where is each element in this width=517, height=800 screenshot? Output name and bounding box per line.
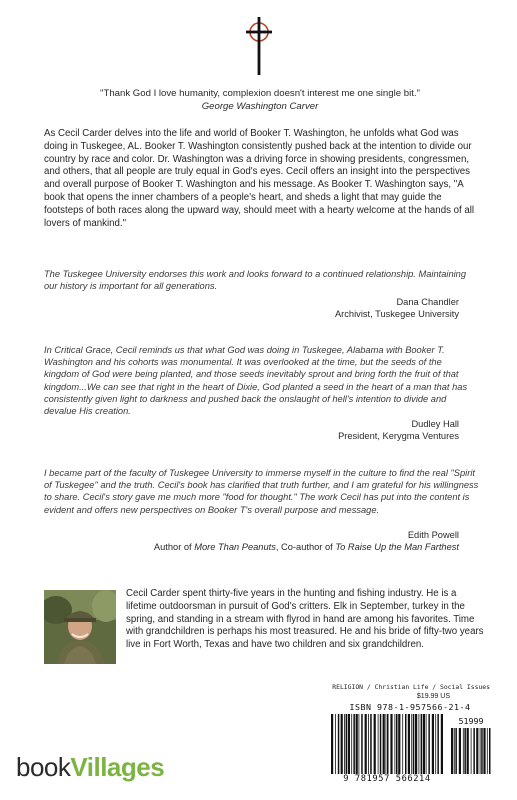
endorsement-signature xyxy=(154,529,459,554)
barcode-bar xyxy=(476,728,478,774)
barcode-bar xyxy=(455,728,457,774)
barcode-bar xyxy=(463,728,464,774)
barcode-bar xyxy=(348,714,350,774)
barcode-bar xyxy=(374,714,376,774)
barcode-bar xyxy=(396,714,398,774)
endorser-name: Edith Powell xyxy=(407,530,459,540)
barcode-bar xyxy=(471,728,472,774)
publisher-logo-part1: book xyxy=(16,752,71,782)
barcode-bar xyxy=(413,714,415,774)
endorser-name: Dudley Hall xyxy=(411,419,459,429)
barcode-bar xyxy=(370,714,372,774)
barcode-bar xyxy=(359,714,360,774)
endorser-title: Archivist, Tuskegee University xyxy=(334,309,459,320)
barcode-bar xyxy=(441,714,443,774)
addon-barcode-bars xyxy=(451,728,491,774)
barcode-bar xyxy=(386,714,387,774)
barcode-bar xyxy=(454,728,455,774)
barcode-bar xyxy=(344,714,345,774)
epigraph xyxy=(30,88,490,113)
barcode-bar xyxy=(378,714,379,774)
barcode-bar xyxy=(338,714,340,774)
author-photo xyxy=(44,590,116,664)
book-description: As Cecil Carder delves into the life and world of Booker T. Washington, he unfolds what God was doing in Tuskegee, AL. Booker T. Washington consistently pushed back at the intention to divide our country by race and color. Dr. Washington was a driving force in showing presidents, congressmen, and others, that all people are truly equal in God's eyes. Cecil offers an insight into the perspectives and overall purpose of Booker T. Washington and his message. As Booker T. Washington says, "A book that opens the inner chambers of a people's heart, and sheds a light that may guide the footsteps of both races along the upward way, should meet with a hearty welcome at the hands of all lovers of mankind." xyxy=(44,128,475,229)
barcode-bar xyxy=(421,714,423,774)
barcode-bar xyxy=(408,714,410,774)
isbn-number: ISBN 978-1-957566-21-4 xyxy=(349,702,471,712)
barcode-bar xyxy=(356,714,358,774)
endorser-title: President, Kerygma Ventures xyxy=(338,431,459,442)
barcode-bar xyxy=(411,714,412,774)
barcode-bar xyxy=(481,728,483,774)
barcode-bar xyxy=(435,714,436,774)
barcode-bar xyxy=(405,714,407,774)
epigraph-author: George Washington Carver xyxy=(201,100,319,112)
endorsement-text: In Critical Grace, Cecil reminds us that what God was doing in Tuskegee, Alabama with Booker T. Washington and his cohorts was monumental. It was overlooked at the time, but the seeds of the kingdom of God were being planted, and those seeds inevitably sprout and bring forth the fruit of that kingdom...We can see that right in the heart of Dixie, God planted a seed in the heart of a man that has consistently given light to darkness and pushed back the onslaught of hell's intention to divide and devalue His creation. xyxy=(44,345,468,417)
barcode-bar xyxy=(419,714,420,774)
ean-barcode-bars xyxy=(331,714,445,774)
barcode-bar xyxy=(437,714,439,774)
endorser-name: Dana Chandler xyxy=(396,297,459,307)
title-mid: , Co-author of xyxy=(275,542,336,553)
endorsement-text: The Tuskegee University endorses this work and looks forward to a continued relationship. Maintaining our history is important for all generations. xyxy=(44,269,467,292)
barcode-bar xyxy=(353,714,355,774)
isbn-barcode xyxy=(325,702,495,788)
barcode-bar xyxy=(432,714,434,774)
book-title: To Raise Up the Man Farthest xyxy=(335,542,459,553)
barcode-bar xyxy=(346,714,348,774)
endorsement-signature xyxy=(338,418,459,443)
barcode-bar xyxy=(423,714,425,774)
barcode-bar xyxy=(368,714,369,774)
publisher-logo xyxy=(16,752,164,786)
barcode-bar xyxy=(402,714,403,774)
barcode-bar xyxy=(428,714,430,774)
barcode-bar xyxy=(361,714,363,774)
barcode-bar xyxy=(351,714,352,774)
barcode-bar xyxy=(480,728,481,774)
barcode-bar xyxy=(483,728,485,774)
barcode-bar xyxy=(467,728,469,774)
barcode-bar xyxy=(395,714,396,774)
barcode-bar xyxy=(464,728,466,774)
book-title: More Than Peanuts xyxy=(194,542,276,553)
barcode-bar xyxy=(390,714,392,774)
barcode-bar xyxy=(426,714,427,774)
barcode-bar xyxy=(459,728,461,774)
barcode-bar xyxy=(383,714,385,774)
price-addon-number: 51999 xyxy=(458,716,484,726)
title-prefix: Author of xyxy=(153,542,195,553)
barcode-bar xyxy=(487,728,488,774)
barcode-bar xyxy=(398,714,400,774)
barcode-bar xyxy=(387,714,389,774)
author-bio: Cecil Carder spent thirty-five years in the hunting and fishing industry. He is a lifetime outdoorsman in pursuit of God's critters. Elk in September, turkey in the spring, and standing in a stream with flyrod in hand are among his favorites. Time with grandchildren is perhaps his most treasured. He and his bride of fifty-two years live in Fort Worth, Texas and have two children and six grandchildren. xyxy=(126,588,484,651)
ean-number: 9 781957 566214 xyxy=(343,774,431,784)
barcode-bar xyxy=(341,714,343,774)
epigraph-text: "Thank God I love humanity, complexion doesn't interest me one single bit." xyxy=(100,88,420,99)
price-label: $19.99 US xyxy=(416,693,450,700)
publisher-logo-part2: Villages xyxy=(70,752,165,782)
endorsement-text: I became part of the faculty of Tuskegee University to immerse myself in the culture to find the real "Spirit of Tuskegee" and the truth. Cecil's book has clarified that truth further, and I am grateful for his willingness to share. Cecil's story gave me much more "food for thought." The work Cecil has put into the content is evident and offers new perspectives on Booker T's overall purpose and message. xyxy=(44,468,479,515)
bisac-category: RELIGION / Christian Life / Social Issues xyxy=(332,683,490,691)
endorsement-signature xyxy=(335,296,459,321)
barcode-bar xyxy=(415,714,417,774)
endorser-title xyxy=(154,541,459,553)
barcode-bar xyxy=(380,714,382,774)
cross-emblem-icon xyxy=(243,16,275,76)
barcode-bar xyxy=(331,714,333,774)
barcode-bar xyxy=(335,714,336,774)
barcode-bar xyxy=(473,728,475,774)
barcode-bar xyxy=(489,728,491,774)
barcode-bar xyxy=(451,728,453,774)
barcode-bar xyxy=(365,714,367,774)
